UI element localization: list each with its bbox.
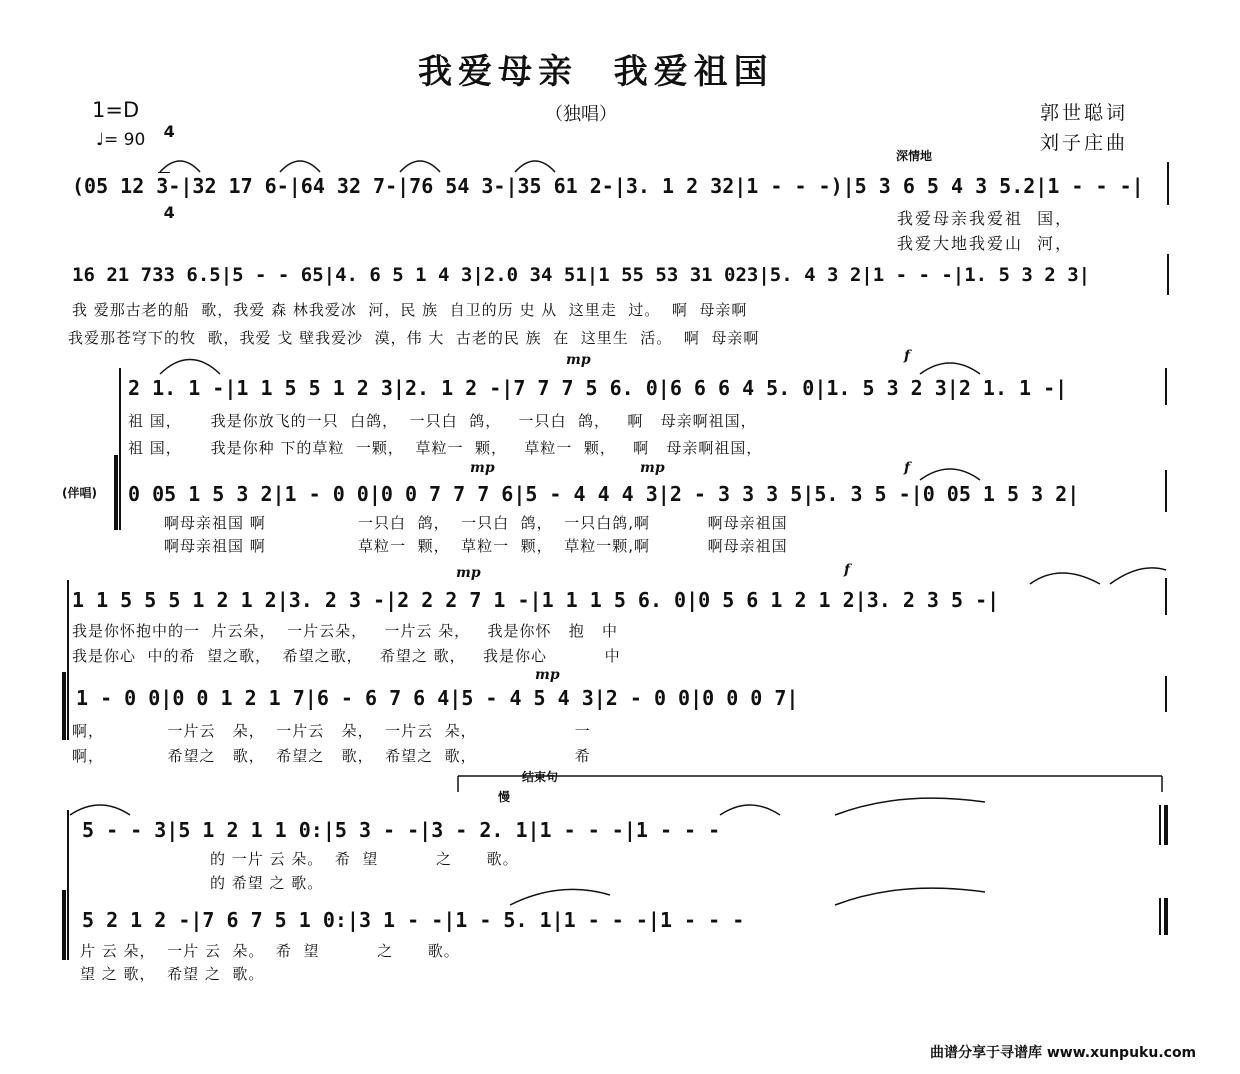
system-1-notes: (05 12 3-|32 17 6-|64 32 7-|76 54 3-|35 61 2-|3. 1 2 32|1 - - -)|5 3 6 5 4 3 5.2|1 - - -| — [72, 174, 1144, 198]
watermark-footer: 曲谱分享于寻谱库 www.xunpuku.com — [930, 1045, 1197, 1061]
slur — [160, 360, 220, 375]
system-8-lyric-2: 望 之 歌， 希望 之 歌。 — [80, 965, 265, 983]
slur — [510, 889, 610, 905]
slur — [720, 805, 780, 815]
system-8-lyric-1: 片 云 朵， 一片 云 朵。 希 望 之 歌。 — [80, 942, 460, 960]
dynamic-mp-5: mp — [535, 667, 560, 683]
system-1-lyric-2: 我爱大地我爱山 河， — [897, 234, 1074, 253]
system-1-lyric-1: 我爱母亲我爱祖 国， — [897, 209, 1074, 228]
slur — [1110, 568, 1166, 584]
system-4-lyric-2: 啊母亲祖国 啊 草粒一 颗， 草粒一 颗， 草粒一颗,啊 啊母亲祖国 — [164, 537, 788, 555]
slur — [920, 363, 980, 374]
tempo-marking: ♩= 90 — [96, 130, 146, 150]
system-4-notes: 0 05 1 5 3 2|1 - 0 0|0 0 7 7 7 6|5 - 4 4 4 3|2 - 3 3 3 5|5. 3 5 -|0 05 1 5 3 2| — [128, 482, 1080, 506]
slur — [70, 805, 130, 815]
system-5-lyric-2: 我是你心 中的希 望之歌， 希望之歌， 希望之 歌， 我是你心 中 — [72, 647, 621, 665]
system-5-notes: 1 1 5 5 5 1 2 1 2|3. 2 3 -|2 2 2 7 1 -|1 1 1 5 6. 0|0 5 6 1 2 1 2|3. 2 3 5 -| — [72, 588, 1000, 612]
ending-label: 结束句 — [518, 768, 562, 785]
page-title: 我爱母亲 我爱祖国 — [418, 52, 774, 92]
system-7-lyric-2: 的 希望 之 歌。 — [210, 874, 324, 892]
dynamic-f-2: f — [904, 460, 911, 476]
system-3-lyric-2: 祖 国， 我是你种 下的草粒 一颗， 草粒一 颗， 草粒一 颗， 啊 母亲啊祖国， — [128, 439, 763, 457]
slur — [515, 161, 555, 172]
system-5-lyric-1: 我是你怀抱中的一 片云朵， 一片云朵， 一片云 朵， 我是你怀 抱 中 — [72, 622, 619, 640]
accompaniment-label: (伴唱) — [62, 486, 97, 500]
slur — [280, 161, 320, 172]
composer-credit: 刘子庄曲 — [1040, 132, 1129, 154]
slur — [835, 798, 985, 815]
dynamic-mp-1: mp — [566, 352, 591, 368]
system-3-notes: 2 1. 1 -|1 1 5 5 1 2 3|2. 1 2 -|7 7 7 5 6. 0|6 6 6 4 5. 0|1. 5 3 2 3|2 1. 1 -| — [128, 376, 1068, 400]
key-signature: 1=D — [92, 98, 140, 122]
dynamic-f-1: f — [904, 348, 911, 364]
dynamic-mp-4: mp — [456, 565, 481, 581]
system-2-lyric-1: 我 爱那古老的船 歌，我爱 森 林我爱冰 河，民 族 自卫的历 史 从 这里走 过。 啊 母亲啊 — [72, 301, 748, 319]
dynamic-mp-2: mp — [470, 460, 495, 476]
dynamic-f-3: f — [844, 562, 851, 578]
system-7-lyric-1: 的 一片 云 朵。 希 望 之 歌。 — [210, 850, 519, 868]
time-sig-top: 4 — [163, 122, 175, 141]
slur — [160, 161, 200, 172]
lyricist-credit: 郭世聪词 — [1040, 102, 1129, 124]
slur — [835, 888, 985, 905]
performance-note: （独唱） — [545, 104, 617, 125]
system-2-notes: 16 21 733 6.5|5 - - 65|4. 6 5 1 4 3|2.0 34 51|1 55 53 31 023|5. 4 3 2|1 - - -|1. 5 3 2 3| — [72, 264, 1091, 286]
system-8-notes: 5 2 1 2 -|7 6 7 5 1 0:|3 1 - -|1 - 5. 1|1 - - -|1 - - - — [82, 908, 745, 932]
slur — [400, 161, 440, 172]
dynamic-mp-3: mp — [640, 460, 665, 476]
slur — [920, 469, 980, 480]
system-6-lyric-2: 啊， 希望之 歌， 希望之 歌， 希望之 歌， 希 — [72, 747, 591, 765]
system-2-lyric-2: 我爱那苍穹下的牧 歌，我爱 戈 壁我爱沙 漠，伟 大 古老的民 族 在 这里生 活。 啊 母亲啊 — [68, 329, 760, 347]
slur — [1030, 573, 1100, 584]
expression-mark: 深情地 — [896, 149, 933, 163]
time-sig-bottom: 4 — [163, 203, 175, 222]
system-6-lyric-1: 啊， 一片云 朵， 一片云 朵， 一片云 朵， 一 — [72, 722, 591, 740]
system-3-lyric-1: 祖 国， 我是你放飞的一只 白鸽， 一只白 鸽， 一只白 鸽， 啊 母亲啊祖国， — [128, 412, 757, 430]
system-6-notes: 1 - 0 0|0 0 1 2 1 7|6 - 6 7 6 4|5 - 4 5 4 3|2 - 0 0|0 0 0 7| — [76, 686, 799, 710]
system-7-notes: 5 - - 3|5 1 2 1 1 0:|5 3 - -|3 - 2. 1|1 - - -|1 - - - — [82, 818, 721, 842]
slow-mark: 慢 — [498, 790, 511, 804]
system-4-lyric-1: 啊母亲祖国 啊 一只白 鸽， 一只白 鸽， 一只白鸽,啊 啊母亲祖国 — [164, 514, 788, 532]
